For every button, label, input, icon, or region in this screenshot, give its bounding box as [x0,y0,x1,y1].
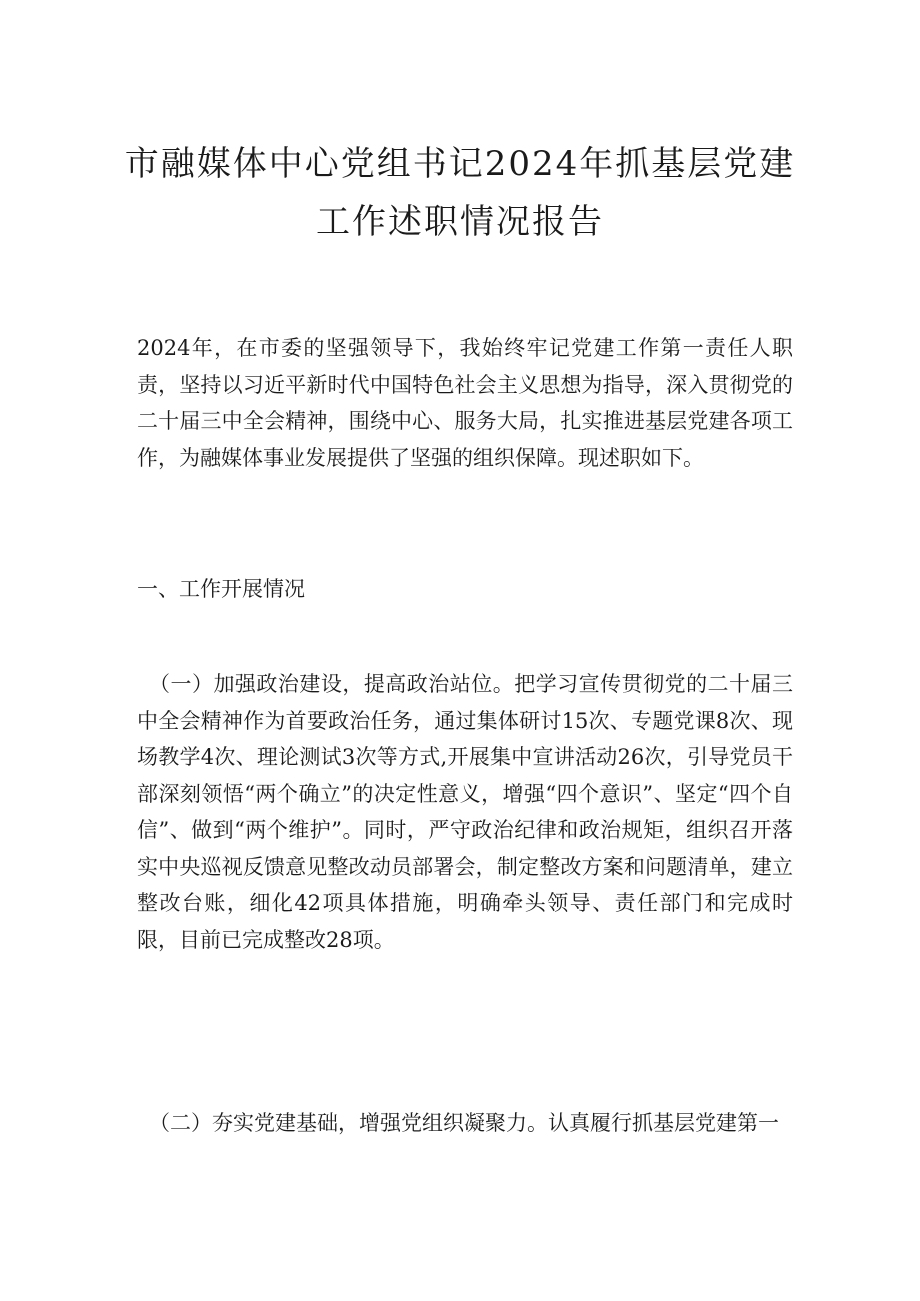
subsection-1-paragraph: （一）加强政治建设，提高政治站位。把学习宣传贯彻党的二十届三中全会精神作为首要政治任务，通过集体研讨15次、专题党课8次、现场教学4次、理论测试3次等方式,开展集中宣讲活动26次，引导党员干部深刻领悟“两个确立”的决定性意义，增强“四个意识”、坚定“四个自信”、做到“两个维护”。同时，严守政治纪律和政治规矩，组织召开落实中央巡视反馈意见整改动员部署会，制定整改方案和问题清单，建立整改台账，细化42项具体措施，明确牵头领导、责任部门和完成时限，目前已完成整改28项。 [137,672,793,952]
document-title-line-1: 市融媒体中心党组书记2024年抓基层党建 [124,144,796,184]
document-title-line-2: 工作述职情况报告 [316,202,604,242]
subsection-2-paragraph: （二）夯实党建基础，增强党组织凝聚力。认真履行抓基层党建第一 [149,1111,779,1135]
section-heading: 一、工作开展情况 [137,577,305,601]
intro-paragraph: 2024年，在市委的坚强领导下，我始终牢记党建工作第一责任人职责，坚持以习近平新时代中国特色社会主义思想为指导，深入贯彻党的二十届三中全会精神，围绕中心、服务大局，扎实推进基层党建各项工作，为融媒体事业发展提供了坚强的组织保障。现述职如下。 [137,336,793,470]
